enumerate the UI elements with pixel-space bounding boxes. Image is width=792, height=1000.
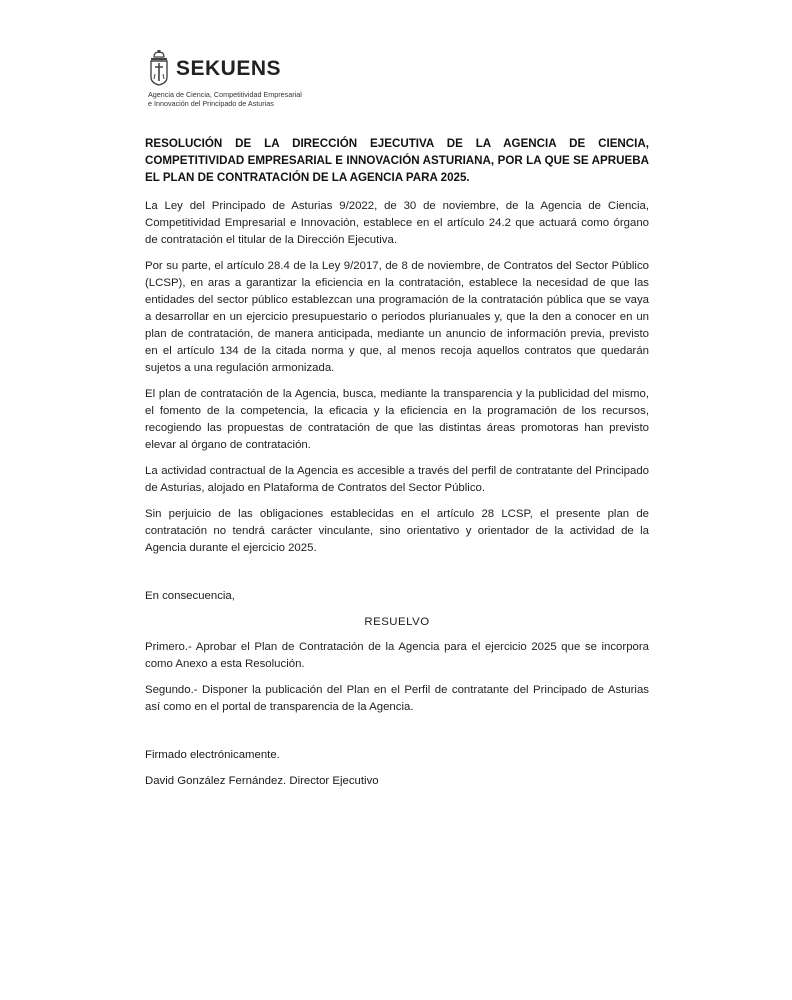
paragraph-3: El plan de contratación de la Agencia, busca, mediante la transparencia y la publicidad del mismo, el fomento de la competencia, la eficacia y la eficiencia en la programación de los recursos, recogiendo las propuestas de contratación de que las distintas áreas promotoras han previsto elevar al órgano de contratación. bbox=[145, 388, 649, 451]
brand-subtitle-line-2: e Innovación del Principado de Asturias bbox=[148, 99, 274, 108]
paragraph-2: Por su parte, el artículo 28.4 de la Ley 9/2017, de 8 de noviembre, de Contratos del Sector Público (LCSP), en aras a garantizar la eficiencia en la contratación, establece la necesidad de que las entidades del sector público establezcan una programación de la contratación pública que se vaya a desarrollar en un ejercicio presupuestario o periodos plurianuales y, que la den a conocer en un plan de contratación, de manera anticipada, mediante un anuncio de información previa, previsto en el artículo 134 de la citada norma y que, al menos recoja aquellos contratos que quedarán sujetos a una regulación armonizada. bbox=[145, 260, 649, 374]
signatory-line: David González Fernández. Director Ejecutivo bbox=[145, 775, 379, 786]
spacer bbox=[145, 566, 649, 588]
brand-subtitle-line-1: Agencia de Ciencia, Competitividad Empresarial bbox=[148, 90, 302, 99]
document-title: RESOLUCIÓN DE LA DIRECCIÓN EJECUTIVA DE LA AGENCIA DE CIENCIA, COMPETITIVIDAD EMPRESARIAL E INNOVACIÓN ASTURIANA, POR LA QUE SE APRUEBA EL PLAN DE CONTRATACIÓN DE LA AGENCIA PARA 2025. bbox=[145, 137, 649, 184]
sekuens-logo bbox=[148, 50, 348, 112]
spacer bbox=[145, 725, 649, 747]
brand-name: SEKUENS bbox=[176, 57, 282, 80]
resolution-first: Primero.- Aprobar el Plan de Contratación de la Agencia para el ejercicio 2025 que se incorpora como Anexo a esta Resolución. bbox=[145, 641, 649, 670]
resolution-second: Segundo.- Disponer la publicación del Plan en el Perfil de contratante del Principado de Asturias así como en el portal de transparencia de la Agencia. bbox=[145, 684, 649, 713]
paragraph-1: La Ley del Principado de Asturias 9/2022, de 30 de noviembre, de la Agencia de Ciencia, Competitividad Empresarial e Innovación, establece en el artículo 24.2 que actuará como órgano de contratación el titular de la Dirección Ejecutiva. bbox=[145, 200, 649, 246]
asturias-crest-icon bbox=[148, 50, 170, 86]
paragraph-4: La actividad contractual de la Agencia es accesible a través del perfil de contratante del Principado de Asturias, alojado en Plataforma de Contratos del Sector Público. bbox=[145, 465, 649, 494]
paragraph-5: Sin perjuicio de las obligaciones establecidas en el artículo 28 LCSP, el presente plan de contratación no tendrá carácter vinculante, sino orientativo y orientador de la actividad de la Agencia durante el ejercicio 2025. bbox=[145, 508, 649, 554]
signed-line: Firmado electrónicamente. bbox=[145, 749, 280, 761]
brand-subtitle bbox=[148, 90, 338, 108]
resolve-heading: RESUELVO bbox=[364, 616, 430, 628]
consequence-line: En consecuencia, bbox=[145, 590, 235, 602]
document-body bbox=[145, 135, 649, 786]
